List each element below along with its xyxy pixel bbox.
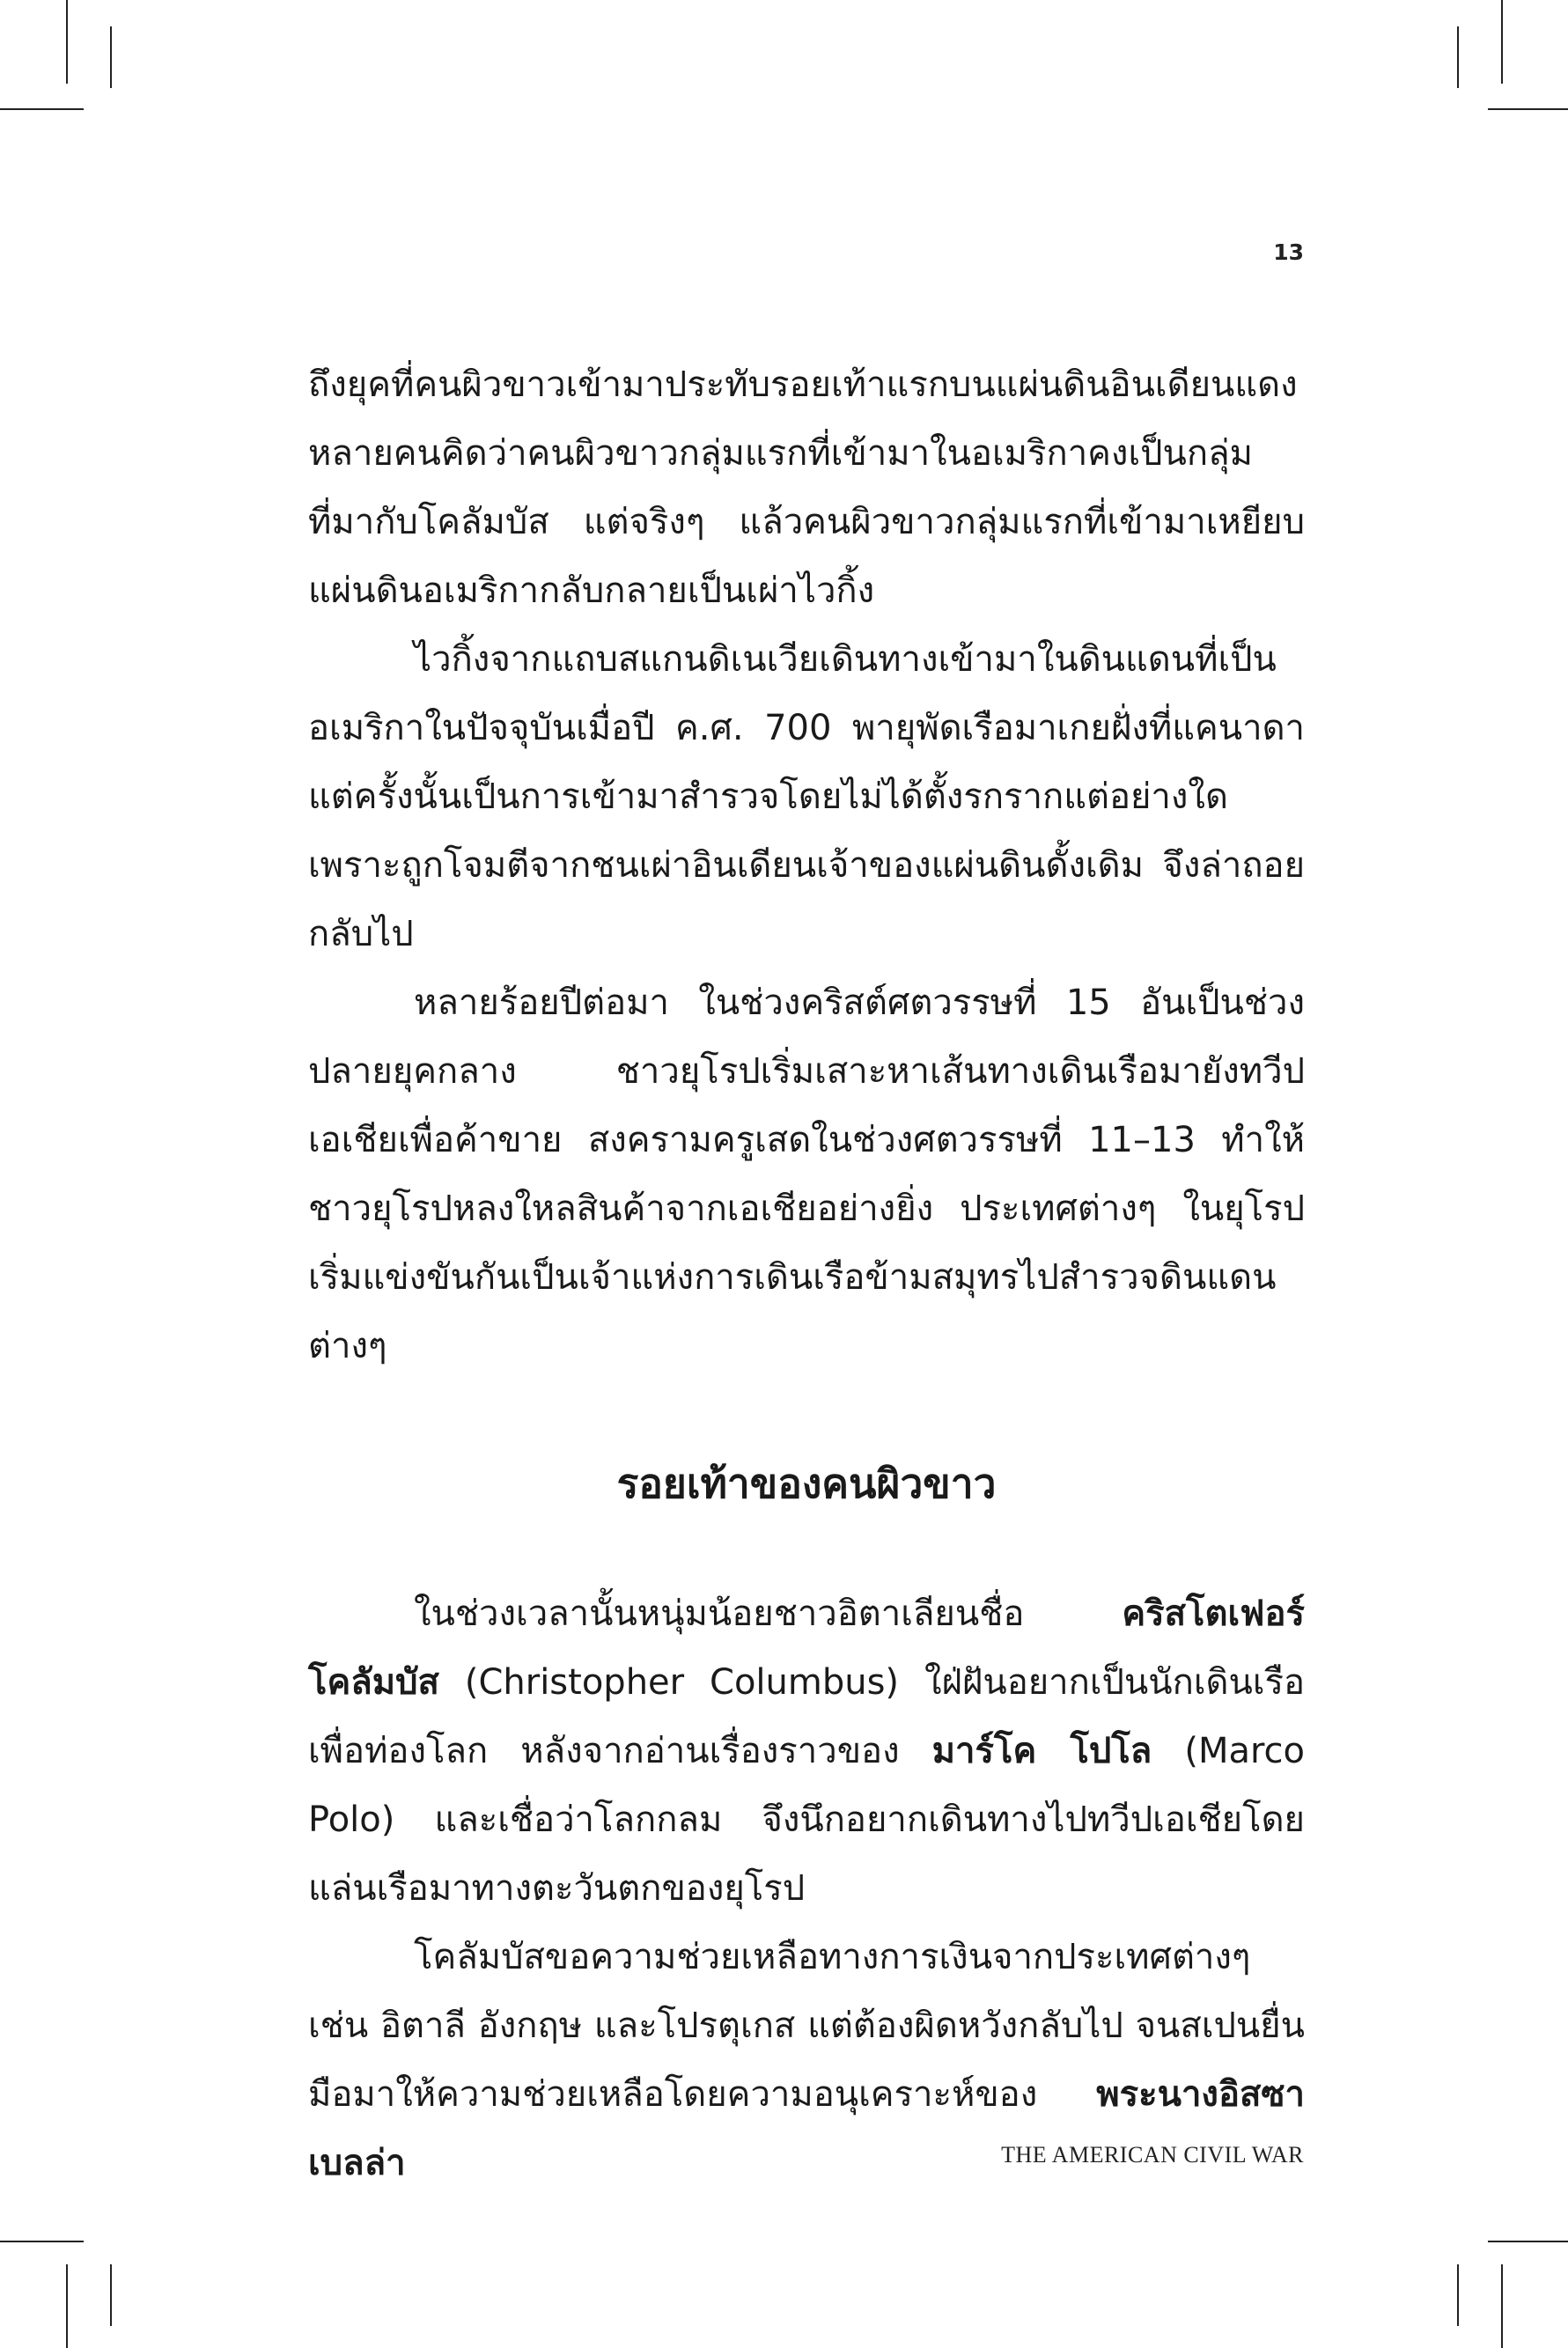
paragraph-4-text-e: (Marco Polo) และเชื่อว่าโลกกลม จึงนึกอยากเดินทางไปทวีปเอเชียโดยแล่นเรือมาทางตะวันตกของยุโรป [308,1731,1306,1909]
paragraph-4-text-c: (Christopher Columbus) ใฝ่ฝันอยากเป็นนักเดินเรือเพื่อท่องโลก หลังจากอ่านเรื่องราวของ [308,1662,1305,1771]
name-marco-polo: มาร์โค โปโล [931,1731,1152,1771]
page-body [308,350,1305,2197]
crop-mark-top-right-horizontal [1488,108,1568,110]
crop-mark-bottom-right-vertical-2 [1501,2264,1503,2348]
paragraph-3: หลายร้อยปีต่อมา ในช่วงคริสต์ศตวรรษที่ 15 อันเป็นช่วงปลายยุคกลาง ชาวยุโรปเริ่มเสาะหาเส้นทางเดินเรือมายังทวีปเอเชียเพื่อค้าขาย สงครามครูเสดในช่วงศตวรรษที่ 11–13 ทำให้ชาวยุโรปหลงใหลสินค้าจากเอเชียอย่างยิ่ง ประเทศต่างๆ ในยุโรปเริ่มแข่งขันกันเป็นเจ้าแห่งการเดินเรือข้ามสมุทรไปสำรวจดินแดนต่างๆ [308,983,1305,1366]
crop-mark-bottom-left-vertical [66,2264,68,2348]
crop-mark-bottom-left-vertical-2 [110,2264,112,2326]
crop-mark-bottom-right-horizontal [1488,2241,1568,2242]
page-number: 13 [1273,239,1304,265]
crop-mark-bottom-left-horizontal [0,2241,84,2242]
crop-mark-top-left-horizontal [0,108,84,110]
name-queen-isabella: พระนางอิสซาเบลล่า [308,2074,1305,2183]
paragraph-4-text-a: ในช่วงเวลานั้นหนุ่มน้อยชาวอิตาเลียนชื่อ [414,1594,1123,1634]
paragraph-4 [308,1579,1305,1923]
running-footer: THE AMERICAN CIVIL WAR [1001,2142,1304,2168]
name-christopher-columbus: คริสโตเฟอร์ โคลัมบัส [308,1594,1305,1703]
crop-mark-top-left-vertical [66,0,68,84]
crop-mark-top-left-vertical-2 [110,26,112,88]
paragraph-1: ถึงยุคที่คนผิวขาวเข้ามาประทับรอยเท้าแรกบนแผ่นดินอินเดียนแดง หลายคนคิดว่าคนผิวขาวกลุ่มแรกที่เข้ามาในอเมริกาคงเป็นกลุ่มที่มากับโคลัมบัส แต่จริงๆ แล้วคนผิวขาวกลุ่มแรกที่เข้ามาเหยียบแผ่นดินอเมริกากลับกลายเป็นเผ่าไวกิ้ง [308,364,1305,611]
crop-mark-bottom-right-vertical [1457,2264,1459,2326]
paragraph-5-text-a: โคลัมบัสขอความช่วยเหลือทางการเงินจากประเทศต่างๆ เช่น อิตาลี อังกฤษ และโปรตุเกส แต่ต้องผิดหวังกลับไป จนสเปนยื่นมือมาให้ความช่วยเหลือโดยความอนุเคราะห์ของ [308,1937,1305,2115]
paragraph-2: ไวกิ้งจากแถบสแกนดิเนเวียเดินทางเข้ามาในดินแดนที่เป็นอเมริกาในปัจจุบันเมื่อปี ค.ศ. 700 พายุพัดเรือมาเกยฝั่งที่แคนาดา แต่ครั้งนั้นเป็นการเข้ามาสำรวจโดยไม่ได้ตั้งรกรากแต่อย่างใด เพราะถูกโจมตีจากชนเผ่าอินเดียนเจ้าของแผ่นดินดั้งเดิม จึงล่าถอยกลับไป [308,639,1305,954]
crop-mark-top-right-vertical-2 [1501,0,1503,84]
crop-mark-top-right-vertical [1457,26,1459,88]
section-heading: รอยเท้าของคนผิวขาว [616,1460,997,1507]
